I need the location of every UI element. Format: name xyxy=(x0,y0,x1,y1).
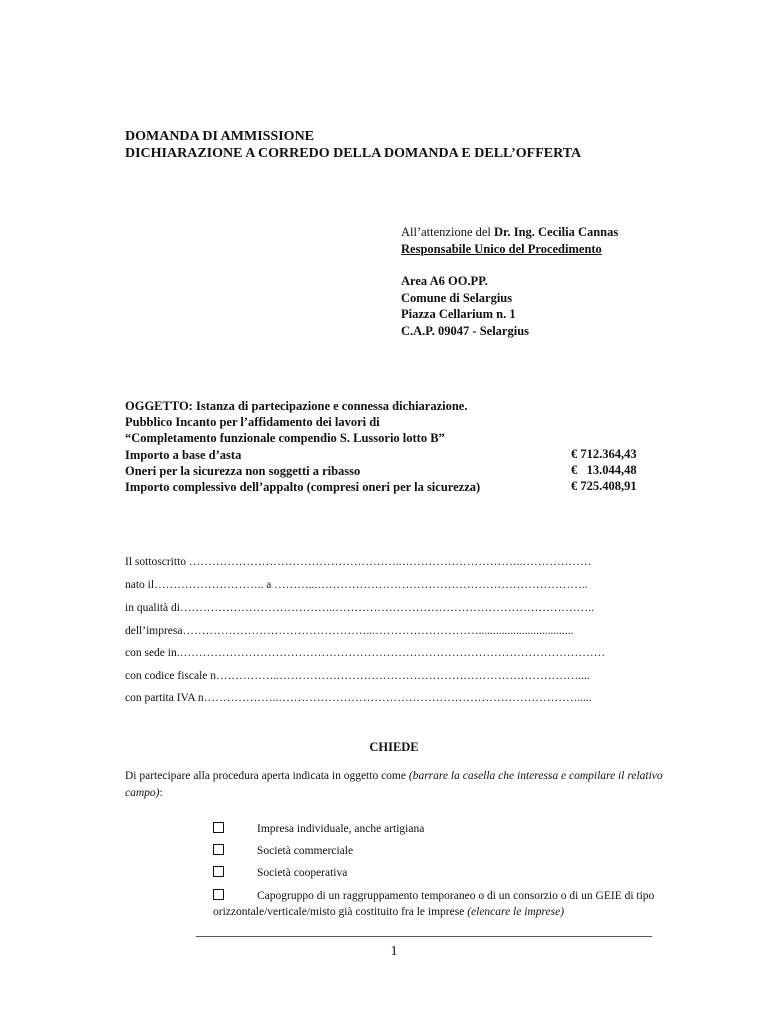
field-company[interactable]: dell’impresa…………………………………………...………………………................................. xyxy=(125,625,574,637)
request-heading: CHIEDE xyxy=(369,740,419,754)
checkbox[interactable] xyxy=(213,889,224,900)
subject-line-3: “Completamento funzionale compendio S. Lussorio lotto B” xyxy=(125,431,445,446)
intro-text: Di partecipare alla procedura aperta indicata in oggetto come xyxy=(125,770,409,782)
title-line-1: DOMANDA DI AMMISSIONE xyxy=(125,129,315,144)
intro-end: : xyxy=(159,786,163,799)
base-amount-label: Importo a base d’asta xyxy=(125,447,242,462)
field-vat-number[interactable]: con partita IVA n………………..……………………………………………………………………..... xyxy=(125,692,592,704)
option-commercial-company xyxy=(213,845,353,857)
option-group-leader xyxy=(213,888,673,920)
recipient-name: Dr. Ing. Cecilia Cannas xyxy=(494,225,619,239)
option-label-italic: (elencare le imprese) xyxy=(467,906,565,918)
field-capacity[interactable]: in qualità di…………………………………..………………………………………………………….. xyxy=(125,602,594,614)
amounts-column xyxy=(571,446,637,495)
footer-divider xyxy=(196,936,652,937)
total-amount-value: € 725.408,91 xyxy=(571,479,637,494)
subject-line-1: OGGETTO: Istanza di partecipazione e connessa dichiarazione. xyxy=(125,399,468,413)
title-line-2: DICHIARAZIONE A CORREDO DELLA DOMANDA E DELL’OFFERTA xyxy=(125,146,582,161)
recipient-role: Responsabile Unico del Procedimento xyxy=(401,241,602,256)
recipient-street: Piazza Cellarium n. 1 xyxy=(401,307,516,321)
intro-italic: (barrare la casella che interessa e compilare il relativo campo) xyxy=(125,770,663,799)
option-label: Società cooperativa xyxy=(257,867,348,879)
option-label: Capogruppo di un raggruppamento temporaneo o di un consorzio o di un GEIE di tipo orizzontale/verticale/misto già costituito fra le imprese xyxy=(213,890,655,918)
safety-costs-value: € 13.044,48 xyxy=(571,463,637,478)
total-amount-label: Importo complessivo dell’appalto (compresi oneri per la sicurezza) xyxy=(125,480,481,495)
checkbox[interactable] xyxy=(213,866,224,877)
field-undersigned[interactable]: Il sottoscritto ………………………………………………..…………………………..……………… xyxy=(125,556,592,568)
recipient-comune: Comune di Selargius xyxy=(401,290,513,305)
option-sole-trader xyxy=(213,823,424,835)
request-intro xyxy=(125,768,665,801)
subject-line-2: Pubblico Incanto per l’affidamento dei lavori di xyxy=(125,415,380,430)
recipient-cap: C.A.P. 09047 - Selargius xyxy=(401,323,530,338)
document-title xyxy=(125,128,581,162)
base-amount-value: € 712.364,43 xyxy=(571,447,637,461)
attention-prefix: All’attenzione del xyxy=(401,225,495,239)
page-number: 1 xyxy=(390,944,398,959)
safety-costs-label: Oneri per la sicurezza non soggetti a ribasso xyxy=(125,463,361,478)
recipient-address xyxy=(401,224,618,339)
checkbox[interactable] xyxy=(213,844,224,855)
checkbox[interactable] xyxy=(213,822,224,833)
option-cooperative xyxy=(213,867,347,879)
field-born[interactable]: nato il……………………….. a ………...…………………………………………………………….. xyxy=(125,579,588,591)
field-tax-code[interactable]: con codice fiscale n……………..…………………………………………………………………….... xyxy=(125,670,590,682)
option-label: Impresa individuale, anche artigiana xyxy=(257,823,425,835)
subject-block xyxy=(125,398,480,495)
recipient-area: Area A6 OO.PP. xyxy=(401,274,488,288)
option-label: Società commerciale xyxy=(257,845,354,857)
field-headquarters[interactable]: con sede in.………………………………………………………………………………………………… xyxy=(125,647,606,659)
attention-line xyxy=(401,224,618,241)
